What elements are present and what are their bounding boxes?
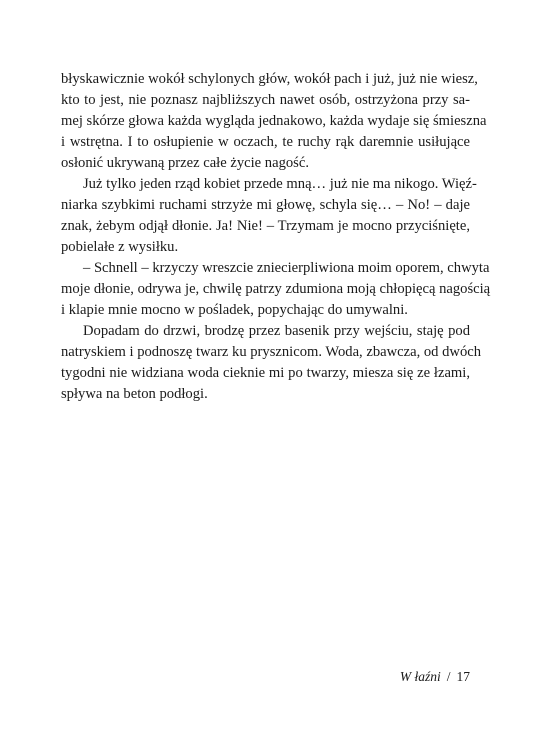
page-footer (0, 668, 470, 686)
footer-separator: / (446, 669, 451, 684)
paragraph (61, 258, 491, 321)
text-line: Już tylko jeden rząd kobiet przede mną… już nie ma nikogo. Więź- (83, 176, 477, 192)
text-line: pobielałe z wysiłku. (61, 239, 179, 255)
paragraph (61, 69, 487, 174)
text-line: spływa na beton podłogi. (61, 386, 208, 402)
text-line: natryskiem i podnoszę twarz ku prysznicom. Woda, zbawcza, od dwóch (61, 344, 482, 360)
text-line: niarka szybkimi ruchami strzyże mi głowę, schyla się… – No! – daje (61, 197, 470, 213)
page-number: 17 (456, 669, 470, 684)
text-line: tygodni nie widziana woda cieknie mi po twarzy, miesza się ze łzami, (61, 365, 470, 381)
text-line: moje dłonie, odrywa je, chwilę patrzy zdumiona moją chłopięcą nagością (61, 281, 491, 297)
text-line: i klapie mnie mocno w pośladek, popychając do umywalni. (61, 302, 408, 318)
text-line: mej skórze głowa każda wygląda jednakowo, każda wydaje się śmieszna (61, 113, 487, 129)
text-line: i wstrętna. I to osłupienie w oczach, te ruchy rąk daremnie usiłujące (61, 134, 470, 150)
running-title: W łaźni (399, 669, 441, 684)
paragraph (61, 321, 482, 405)
text-line: Dopadam do drzwi, brodzę przez basenik przy wejściu, staję pod (83, 323, 470, 339)
text-line: błyskawicznie wokół schylonych głów, wokół pach i już, już nie wiesz, (61, 71, 478, 87)
text-line: znak, żebym odjął dłonie. Ja! Nie! – Trzymam je mocno przyciśnięte, (61, 218, 470, 234)
text-line: osłonić ukrywaną przez całe życie nagość. (61, 155, 309, 171)
body-text (61, 69, 491, 405)
text-line: – Schnell – krzyczy wreszcie zniecierpliwiona moim oporem, chwyta (83, 260, 490, 276)
paragraph (61, 174, 477, 258)
text-line: kto to jest, nie poznasz najbliższych nawet osób, ostrzyżona przy sa- (61, 92, 470, 108)
